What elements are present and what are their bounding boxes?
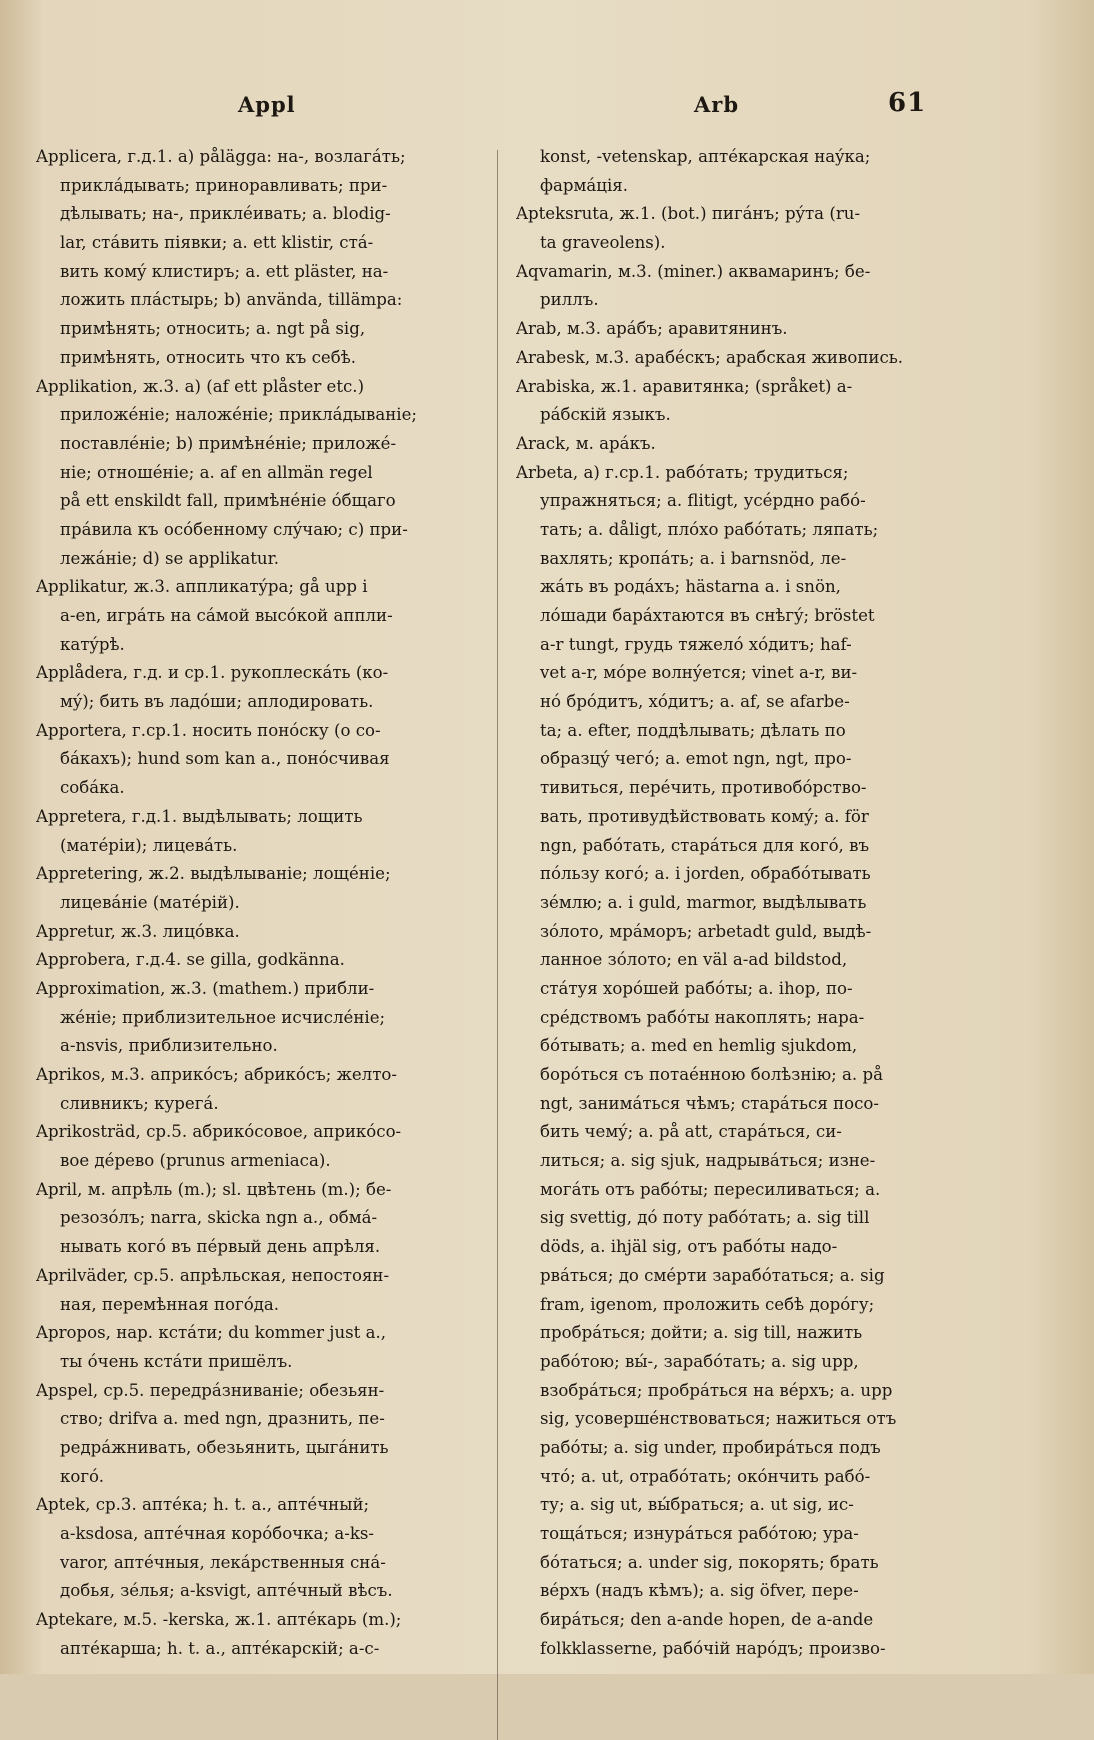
entry-headline: Applikation, ж.3. a) (af ett plåster etc.) [36,376,365,396]
entry-line: упражняться; a. flitigt, усéрдно рабó- [540,491,866,511]
entry-line: a-r tungt, грудь тяжелó хóдитъ; haf- [540,634,852,654]
entry-headline: Aptek, ср.3. аптéка; h. t. a., аптéчный; [36,1495,370,1515]
entry-headline: Appretur, ж.3. лицóвка. [36,921,240,941]
entry-line: a-ksdosa, аптéчная корóбочка; a-ks- [60,1524,374,1543]
left-column [36,143,494,1663]
entry-headline: Approbera, г.д.4. se gilla, godkänna. [36,950,345,970]
entry-line: пробрáться; дойти; a. sig till, нажить [540,1323,863,1343]
entry-line: a-en, игрáть на сáмой высóкой аппли- [60,606,393,625]
entry-line: рвáться; до смéрти зарабóтаться; a. sig [540,1265,885,1285]
entry-headline: Apropos, нар. кстáти; du kommer just a., [36,1323,387,1343]
entry-line: борóться съ потаéнною болѣзнiю; a. på [540,1065,883,1084]
entry-line: ная, перемѣнная погóда. [60,1294,280,1314]
entry-line: лицевáнiе (матéрiй). [60,892,240,912]
entry-line: лежáнiе; d) se applikatur. [60,548,279,568]
entry-line: döds, a. ihjäl sig, отъ рабóты надо- [540,1237,838,1257]
entry-headline: Applikatur, ж.3. аппликатýра; gå upp i [36,577,368,597]
entry-line: ланное зóлото; en väl a-ad bildstod, [540,950,848,970]
entry-headline: Apteksruta, ж.1. (bot.) пигáнъ; рýта (ru- [516,204,861,224]
entry-line: ngn, рабóтать, старáться для когó, въ [540,835,870,855]
running-header [0,88,1094,128]
entry-line: рабóты; a. sig under, пробирáться подъ [540,1437,881,1457]
entry-line: сливникъ; курегá. [60,1093,219,1113]
entry-line: нiе; отношéнiе; a. af en allmän regel [60,462,373,482]
entry-line: рабóтою; вы́-, зарабóтать; a. sig upp, [540,1351,859,1371]
entry-line: вить комý клистиръ; a. ett pläster, на- [60,261,389,281]
entry-line: катýрѣ. [60,634,125,654]
entry-line: вéрхъ (надъ кѣмъ); a. sig öfver, пере- [540,1581,859,1601]
entry-line: приложéнiе; наложéнiе; приклáдыванiе; [60,405,418,425]
entry-line: нывать когó въ пéрвый день апрѣля. [60,1237,381,1257]
entry-line: тощáться; изнурáться рабóтою; ура- [540,1524,859,1543]
entry-headline: Aprikosträd, ср.5. абрикóсовое, априкóсо- [36,1122,402,1142]
entry-headline: Applicera, г.д.1. a) pålägga: на-, возлагáть; [36,147,406,166]
right-column [516,143,976,1663]
entry-headline: Appretering, ж.2. выдѣлыванiе; лощéнiе; [36,864,391,884]
entry-line: лóшади барáхтаются въ снѣгý; bröstet [540,606,875,625]
entry-line: риллъ. [540,290,599,310]
entry-line: a-nsvis, приблизительно. [60,1036,278,1056]
entry-line: ложить плáстырь; b) använda, tillämpa: [60,290,403,310]
entry-headline: Applådera, г.д. и ср.1. рукоплескáть (ко- [36,663,389,683]
entry-line: sig svettig, дó поту рабóтать; a. sig till [540,1208,870,1228]
entry-line: ты óчень кстáти пришёлъ. [60,1351,293,1371]
entry-line: стáтуя хорóшей рабóты; a. ihop, по- [540,978,853,998]
entry-line: фармáцiя. [540,175,629,195]
entry-headline: April, м. апрѣль (m.); sl. цвѣтень (m.); бе- [36,1179,392,1199]
entry-line: ngt, занимáться чѣмъ; старáться посо- [540,1093,880,1113]
entry-headline: Arabesk, м.3. арабéскъ; арабская живопись. [516,347,904,367]
entry-line: могáть отъ рабóты; пересиливаться; a. [540,1179,881,1199]
entry-headline: Aptekare, м.5. -kerska, ж.1. аптéкарь (m.); [36,1610,402,1630]
entry-line: бáкахъ); hund som kan a., понóсчивая [60,749,390,769]
entry-headline: Aprikos, м.3. априкóсъ; абрикóсъ; желто- [36,1065,398,1084]
entry-line: sig, усовершéнствоваться; нажиться отъ [540,1409,897,1429]
entry-line: мý); бить въ ладóши; аплодировать. [60,692,374,712]
header-right-guide-word: Arb [694,92,740,117]
entry-line: чтó; a. ut, отрабóтать; окóнчить рабó- [540,1466,871,1486]
entry-line: folkklasserne, рабóчiй нарóдъ; произво- [540,1638,886,1658]
entry-headline: Arabiska, ж.1. аравитянка; (språket) а- [516,376,853,396]
entry-line: (матéрiи); лицевáть. [60,835,238,855]
entry-line: тивиться, перéчить, противобóрство- [540,778,867,798]
entry-line: собáка. [60,778,125,798]
entry-line: жéнiе; приблизительное исчислéнiе; [60,1007,386,1027]
entry-line: аптéкарша; h. t. a., аптéкарскiй; a-c- [60,1638,380,1658]
header-left-guide-word: Appl [238,92,296,117]
column-divider [497,150,498,1740]
entry-line: редрáжнивать, обезьянить, цыгáнить [60,1437,389,1457]
entry-line: зéмлю; a. i guld, marmor, выдѣлывать [540,892,867,912]
entry-line: бирáться; den a-ande hopen, de a-ande [540,1610,874,1630]
entry-line: пóльзу когó; a. i jorden, обрабóтывать [540,864,871,884]
page-number: 61 [888,88,927,118]
entry-line: вое дéрево (prunus armeniaca). [60,1151,331,1171]
entry-line: бóтывать; a. med en hemlig sjukdom, [540,1036,858,1056]
entry-line: вахлять; кропáть; a. i barnsnöd, ле- [540,548,847,568]
entry-line: литься; a. sig sjuk, надрывáться; изне- [540,1151,876,1171]
entry-line: konst, -vetenskap, аптéкарская наýка; [540,147,871,166]
entry-headline: Approximation, ж.3. (mathem.) прибли- [36,978,375,998]
entry-headline: Arab, м.3. арáбъ; аравитянинъ. [516,319,788,339]
entry-line: ta graveolens). [540,233,666,253]
entry-line: ту; a. sig ut, вы́браться; a. ut sig, ис- [540,1495,854,1515]
entry-line: вать, противудѣйствовать комý; a. för [540,806,869,826]
entry-line: поставлéнiе; b) примѣнéнiе; приложé- [60,433,397,453]
entry-line: varor, аптéчныя, лекáрственныя снá- [60,1552,386,1572]
entry-headline: Aprilväder, ср.5. апрѣльская, непостоян- [36,1265,390,1285]
entry-line: бóтаться; a. under sig, покорять; брать [540,1552,879,1572]
entry-line: рáбскiй языкъ. [540,405,671,425]
entry-line: примѣнять; относить; a. ngt på sig, [60,319,366,339]
entry-line: зóлото, мрáморъ; arbetadt guld, выдѣ- [540,921,872,941]
entry-line: lar, стáвить пiявки; a. ett klistir, стá- [60,233,374,253]
entry-line: жáть въ родáхъ; hästarna a. i snön, [540,577,841,597]
entry-line: резозóлъ; narra, skicka ngn a., обмá- [60,1208,378,1228]
entry-line: нó брóдитъ, хóдитъ; a. af, se afarbe- [540,692,850,712]
entry-headline: Arack, м. арáкъ. [516,433,656,453]
entry-line: когó. [60,1466,105,1486]
entry-line: дѣлывать; на-, приклéивать; a. blodig- [60,204,391,224]
entry-line: vet a-r, мóре волнýется; vinet a-r, ви- [540,663,858,683]
entry-line: тать; a. dåligt, плóхо рабóтать; ляпать; [540,519,879,539]
entry-headline: Appretera, г.д.1. выдѣлывать; лощить [36,806,363,826]
entry-headline: Apportera, г.ср.1. носить понóску (о со- [36,720,381,740]
entry-line: på ett enskildt fall, примѣнéнiе óбщаго [60,491,396,511]
entry-headline: Aqvamarin, м.3. (miner.) аквамаринъ; бе- [516,261,871,281]
entry-headline: Apspel, ср.5. передрáзниванiе; обезьян- [36,1380,385,1400]
entry-line: добья, зéлья; a-ksvigt, аптéчный вѣсъ. [60,1581,393,1601]
entry-line: ta; a. efter, поддѣлывать; дѣлать по [540,720,846,740]
entry-line: бить чемý; a. på att, старáться, си- [540,1122,842,1142]
entry-line: срéдствомъ рабóты накоплять; нара- [540,1007,865,1027]
entry-line: образцý чегó; a. emot ngn, ngt, про- [540,749,852,769]
entry-line: приклáдывать; приноравливать; при- [60,175,388,195]
entry-line: ство; drifva a. med ngn, дразнить, пе- [60,1409,385,1429]
entry-line: fram, igenom, проложить себѣ дорóгу; [540,1294,875,1314]
entry-line: примѣнять, относить что къ себѣ. [60,347,357,367]
entry-headline: Arbeta, a) г.ср.1. рабóтать; трудиться; [516,462,849,482]
entry-line: прáвила къ осóбенному слýчаю; c) при- [60,519,408,539]
entry-line: взобрáться; пробрáться на вéрхъ; a. upp [540,1380,893,1400]
